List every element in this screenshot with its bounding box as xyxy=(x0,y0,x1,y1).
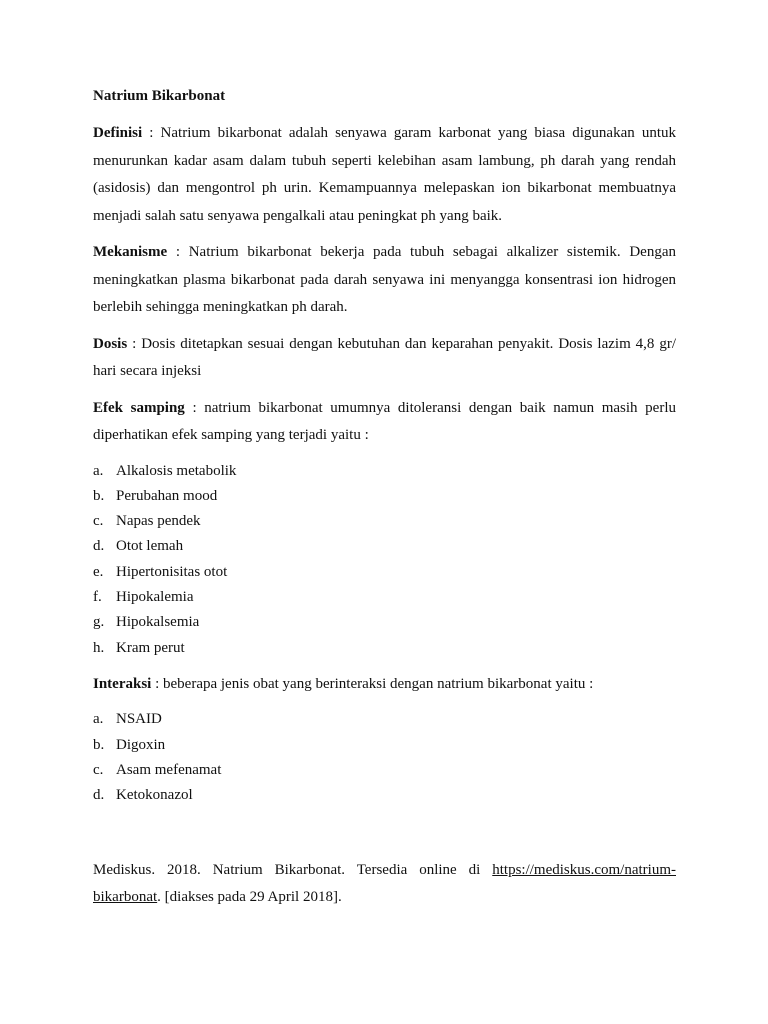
list-marker: c. xyxy=(93,761,104,778)
reference-link[interactable]: https://mediskus.com/natrium-bikarbonat xyxy=(93,861,676,906)
interaksi-paragraph xyxy=(93,671,676,699)
list-item xyxy=(93,484,676,509)
definisi-label: Definisi xyxy=(93,125,143,141)
list-marker: d. xyxy=(93,787,105,804)
list-marker: f. xyxy=(93,588,102,605)
efek-samping-paragraph xyxy=(93,395,676,450)
list-item xyxy=(93,636,676,661)
list-marker: b. xyxy=(93,487,105,504)
list-item xyxy=(93,459,676,484)
list-item-text: Ketokonazol xyxy=(116,787,193,804)
list-item-text: Hipokalemia xyxy=(116,588,194,605)
spacer xyxy=(93,819,676,857)
list-item xyxy=(93,534,676,559)
interaksi-text: : beberapa jenis obat yang berinteraksi dengan natrium bikarbonat yaitu : xyxy=(151,675,594,692)
list-item-text: Kram perut xyxy=(116,639,185,656)
list-item xyxy=(93,585,676,610)
list-marker: h. xyxy=(93,639,105,656)
mekanisme-label: Mekanisme xyxy=(93,244,168,260)
list-item-text: Napas pendek xyxy=(116,513,201,530)
list-item-text: Otot lemah xyxy=(116,538,184,555)
definisi-paragraph xyxy=(93,120,676,230)
list-item xyxy=(93,783,676,808)
efek-samping-list xyxy=(93,459,676,661)
definisi-text: : Natrium bikarbonat adalah senyawa garam karbonat yang biasa digunakan untuk menurunkan kadar asam dalam tubuh seperti kelebihan asam lambung, ph darah yang rendah (asidosis) dan mengontrol ph urin. Kemampuannya melepaskan ion bikarbonat membuatnya menjadi salah satu senyawa pengalkali atau peningkat ph yang baik. xyxy=(93,125,676,224)
document-title: Natrium Bikarbonat xyxy=(93,88,226,104)
list-item xyxy=(93,560,676,585)
dosis-paragraph xyxy=(93,331,676,386)
list-item-text: Digoxin xyxy=(116,736,166,753)
list-item-text: Asam mefenamat xyxy=(116,761,222,778)
list-marker: b. xyxy=(93,736,105,753)
list-item-text: Perubahan mood xyxy=(116,487,218,504)
list-item-text: Hipokalsemia xyxy=(116,614,200,631)
document-page xyxy=(93,84,676,912)
list-marker: a. xyxy=(93,711,104,728)
reference-prefix: Mediskus. 2018. Natrium Bikarbonat. Tersedia online di xyxy=(93,861,493,878)
list-item xyxy=(93,707,676,732)
list-item xyxy=(93,509,676,534)
list-item-text: NSAID xyxy=(116,711,162,728)
list-marker: e. xyxy=(93,563,104,580)
list-marker: d. xyxy=(93,538,105,555)
mekanisme-paragraph xyxy=(93,239,676,322)
interaksi-label: Interaksi xyxy=(93,675,152,692)
mekanisme-text: : Natrium bikarbonat bekerja pada tubuh sebagai alkalizer sistemik. Dengan meningkatkan plasma bikarbonat pada darah senyawa ini menyangga konsentrasi ion hidrogen berlebih sehingga meningkatkan ph darah. xyxy=(93,244,676,315)
reference-suffix: . [diakses pada 29 April 2018]. xyxy=(157,889,342,906)
list-marker: c. xyxy=(93,513,104,530)
efek-samping-text: : natrium bikarbonat umumnya ditoleransi dengan baik namun masih perlu diperhatikan efek samping yang terjadi yaitu : xyxy=(93,399,676,443)
list-item-text: Alkalosis metabolik xyxy=(116,462,237,479)
list-item xyxy=(93,733,676,758)
list-item-text: Hipertonisitas otot xyxy=(116,563,228,580)
list-marker: g. xyxy=(93,614,105,631)
dosis-text: : Dosis ditetapkan sesuai dengan kebutuhan dan keparahan penyakit. Dosis lazim 4,8 gr/ hari secara injeksi xyxy=(93,335,676,379)
reference-paragraph xyxy=(93,857,676,912)
dosis-label: Dosis xyxy=(93,335,128,352)
efek-samping-label: Efek samping xyxy=(93,399,185,416)
list-marker: a. xyxy=(93,462,104,479)
list-item xyxy=(93,610,676,635)
list-item xyxy=(93,758,676,783)
interaksi-list xyxy=(93,707,676,808)
